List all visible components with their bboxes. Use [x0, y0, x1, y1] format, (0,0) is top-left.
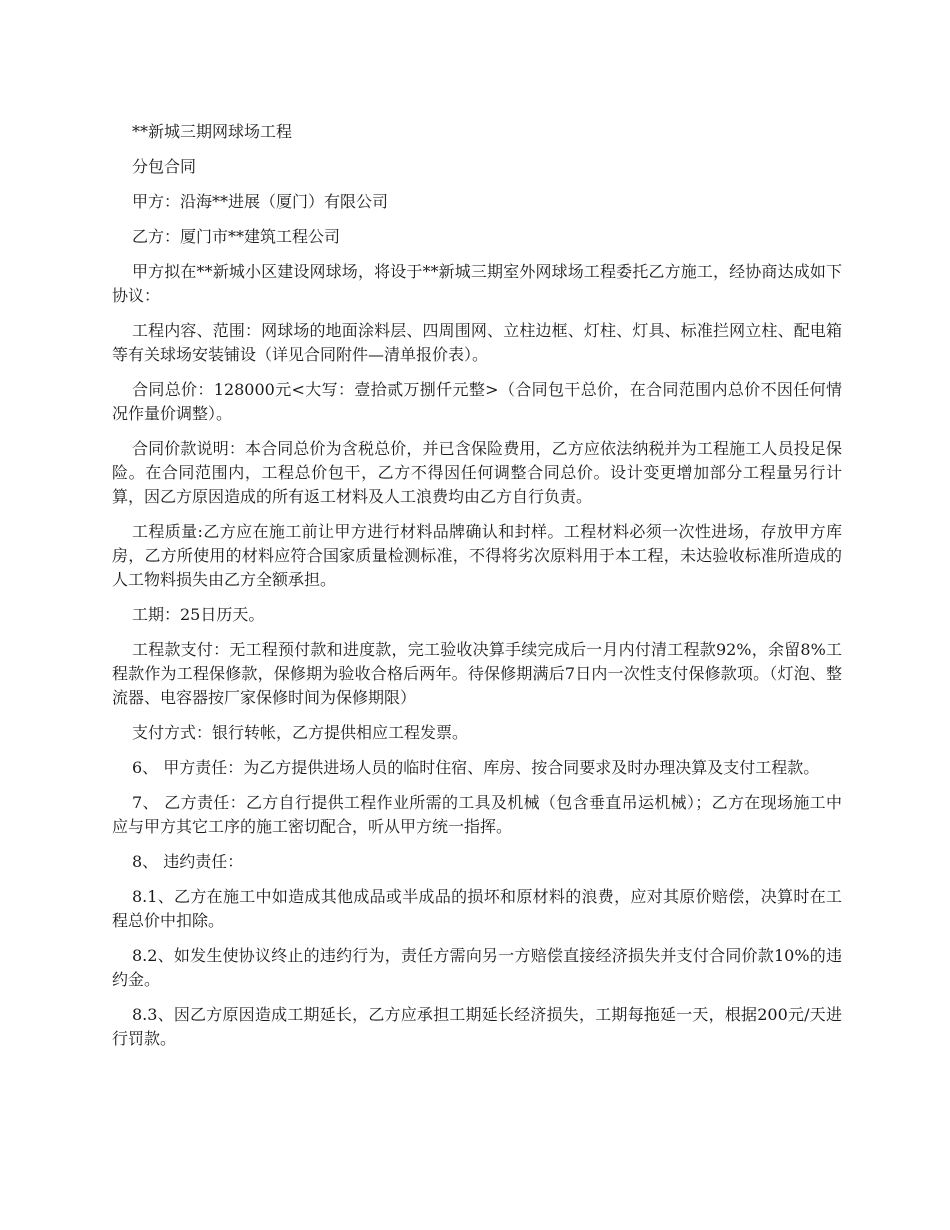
- party-b: 乙方：厦门市**建筑工程公司: [132, 227, 341, 246]
- contract-price-paragraph: 合同总价：128000元<大写：壹拾贰万捌仟元整>（合同包干总价，在合同范围内总价不因任何情况作量价调整）。: [112, 380, 842, 423]
- breach-clause-8-2: 8.2、如发生使协议终止的违约行为，责任方需向另一方赔偿直接经济损失并支付合同价款10%的违约金。: [112, 946, 842, 989]
- breach-clause-8-3: 8.3、因乙方原因造成工期延长，乙方应承担工期延长经济损失，工期每拖延一天，根据200元/天进行罚款。: [112, 1005, 842, 1048]
- scope-paragraph: 工程内容、范围：网球场的地面涂料层、四周围网、立柱边框、灯柱、灯具、标准拦网立柱、配电箱等有关球场安装铺设（详见合同附件—清单报价表）。: [112, 321, 842, 364]
- quality-paragraph: 工程质量:乙方应在施工前让甲方进行材料品牌确认和封样。工程材料必须一次性进场，存放甲方库房，乙方所使用的材料应符合国家质量检测标准，不得将劣次原料用于本工程，未达验收标准所造成的人工物料损失由乙方全额承担。: [112, 522, 842, 589]
- party-b-duties-paragraph: 7、 乙方责任：乙方自行提供工程作业所需的工具及机械（包含垂直吊运机械）；乙方在现场施工中应与甲方其它工序的施工密切配合，听从甲方统一指挥。: [112, 793, 842, 836]
- breach-heading: 8、 违约责任：: [132, 852, 244, 871]
- duration-paragraph: 工期：25日历天。: [132, 605, 265, 624]
- party-a: 甲方：沿海**进展（厦门）有限公司: [132, 192, 389, 211]
- intro-paragraph: 甲方拟在**新城小区建设网球场，将设于**新城三期室外网球场工程委托乙方施工，经协商达成如下协议：: [112, 262, 842, 305]
- payment-method-paragraph: 支付方式：银行转帐，乙方提供相应工程发票。: [132, 723, 469, 742]
- breach-clause-8-1: 8.1、乙方在施工中如造成其他成品或半成品的损坏和原材料的浪费，应对其原价赔偿，决算时在工程总价中扣除。: [112, 887, 842, 930]
- document-page: [112, 120, 842, 1062]
- price-notes-paragraph: 合同价款说明：本合同总价为含税总价，并已含保险费用，乙方应依法纳税并为工程施工人员投足保险。在合同范围内，工程总价包干，乙方不得因任何调整合同总价。设计变更增加部分工程量另行计算，因乙方原因造成的所有返工材料及人工浪费均由乙方自行负责。: [112, 439, 842, 506]
- payment-paragraph: 工程款支付：无工程预付款和进度款，完工验收决算手续完成后一月内付清工程款92%，余留8%工程款作为工程保修款，保修期为验收合格后两年。待保修期满后7日内一次性支付保修款项。（灯泡、整流器、电容器按厂家保修时间为保修期限）: [112, 640, 842, 707]
- document-subtitle: 分包合同: [132, 157, 197, 176]
- document-title: **新城三期网球场工程: [132, 122, 293, 141]
- party-a-duties-paragraph: 6、 甲方责任：为乙方提供进场人员的临时住宿、库房、按合同要求及时办理决算及支付工程款。: [132, 758, 820, 777]
